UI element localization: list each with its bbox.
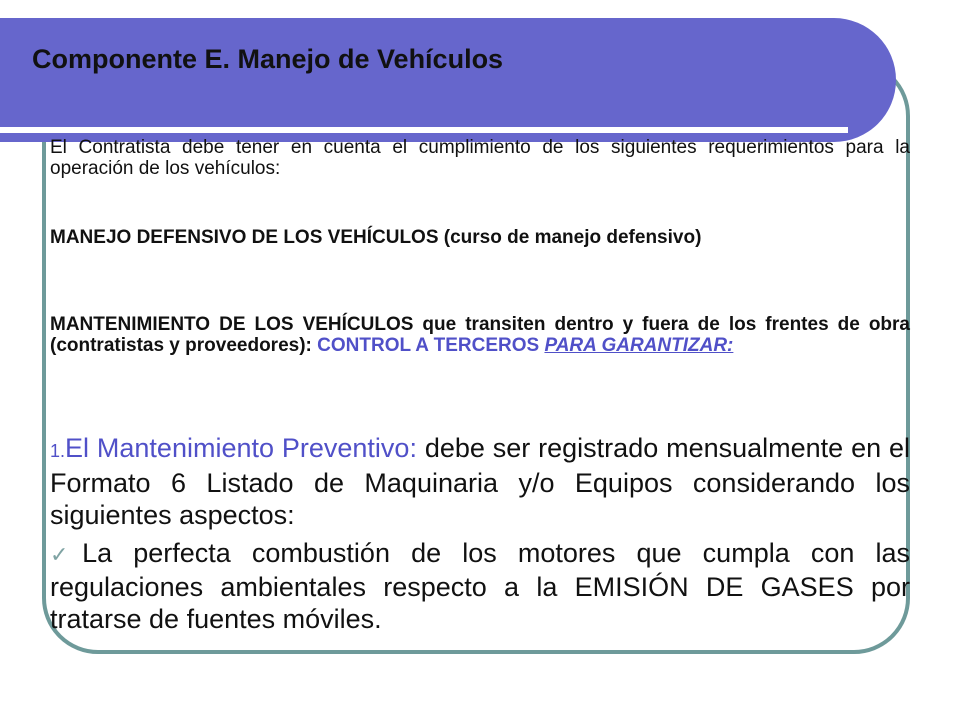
title-underline [0,127,848,133]
check-icon: ✓ [50,542,83,567]
item-text: debe ser registrado mensualmente en el Formato 6 Listado de Maquinaria y/o Equipos considerando los siguientes aspectos: [50,433,911,530]
item-mantenimiento-preventivo [50,432,910,531]
control-terceros-text: CONTROL A TERCEROS [317,335,545,356]
intro-text: El Contratista debe tener en cuenta el cumplimiento de los siguientes requerimientos para la operación de los vehículos: [50,137,910,179]
section-mantenimiento-bold: MANTENIMIENTO DE LOS VEHÍCULOS [50,314,414,335]
section-manejo-defensivo: MANEJO DEFENSIVO DE LOS VEHÍCULOS (curso de manejo defensivo) [50,227,702,248]
para-garantizar-text: PARA GARANTIZAR: [544,335,734,356]
slide-title: Componente E. Manejo de Vehículos [32,44,504,74]
section-mantenimiento-rest: que transiten dentro y fuera de los frentes de obra (contratistas y proveedores): [50,314,910,356]
title-bar [0,18,896,142]
item-number: 1. [50,441,66,461]
item-label: El Mantenimiento Preventivo: [65,433,417,463]
bullet-text: La perfecta combustión de los motores que cumpla con las regulaciones ambientales respecto a la EMISIÓN DE GASES por tratarse de fuentes móviles. [50,538,911,634]
section-mantenimiento [50,314,910,356]
bullet-combustion [50,537,910,635]
